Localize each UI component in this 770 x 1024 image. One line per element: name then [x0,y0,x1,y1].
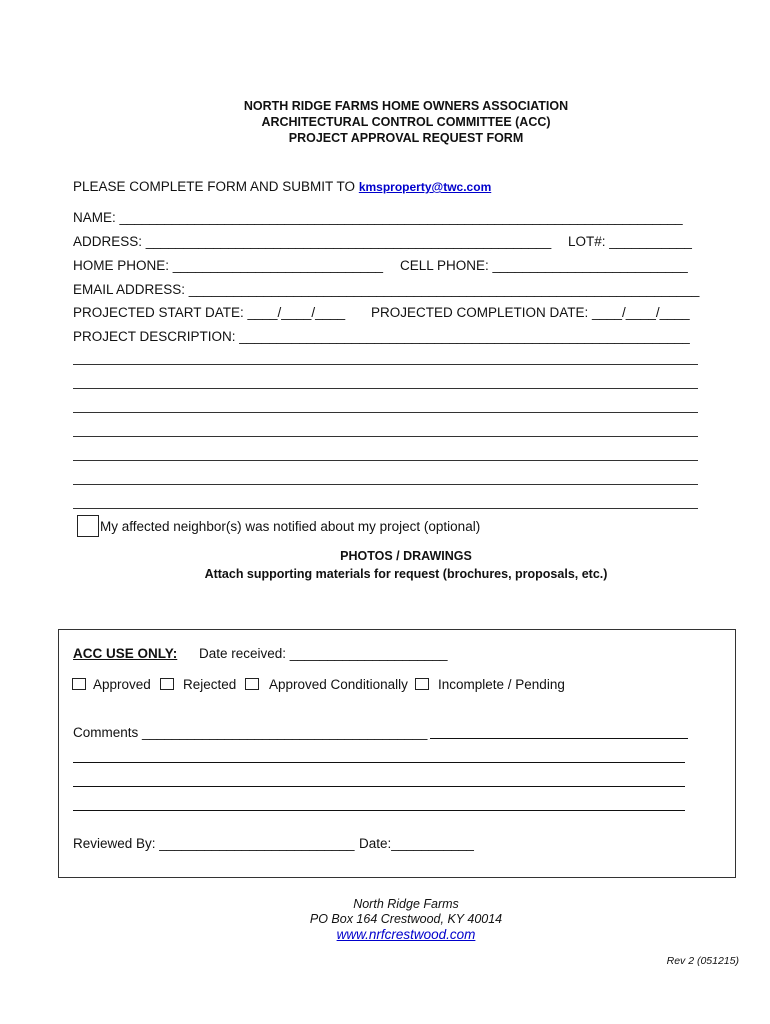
cell-phone-field[interactable]: CELL PHONE: __________________________ [400,258,688,273]
comments-line[interactable] [73,762,685,763]
description-line[interactable] [73,484,698,485]
rejected-label: Rejected [183,677,237,692]
neighbor-notified-checkbox[interactable] [77,515,99,537]
description-line[interactable] [73,508,698,509]
project-description-field[interactable]: PROJECT DESCRIPTION: ____________________________________________________________ [73,329,690,344]
header-subtitle: ARCHITECTURAL CONTROL COMMITTEE (ACC) [261,115,551,129]
email-link[interactable]: kmsproperty@twc.com [358,180,492,194]
approved-label: Approved [93,677,151,692]
name-field[interactable]: NAME: ___________________________________________________________________________ [73,210,683,225]
photos-title: PHOTOS / DRAWINGS [340,549,472,563]
address-field[interactable]: ADDRESS: ______________________________________________________ [73,234,552,249]
header-title: NORTH RIDGE FARMS HOME OWNERS ASSOCIATION [243,99,569,113]
description-line[interactable] [73,436,698,437]
lot-field[interactable]: LOT#: ___________ [568,234,692,249]
description-line[interactable] [73,460,698,461]
home-phone-field[interactable]: HOME PHONE: ____________________________ [73,258,383,273]
email-address-field[interactable]: EMAIL ADDRESS: ____________________________________________________________________ [73,282,700,297]
description-line[interactable] [73,412,698,413]
approved-conditionally-label: Approved Conditionally [269,677,408,692]
reviewed-by-field[interactable]: Reviewed By: __________________________ [73,836,355,851]
website-link[interactable]: www.nrfcrestwood.com [336,927,476,942]
comments-line[interactable] [73,810,685,811]
start-date-field[interactable]: PROJECTED START DATE: ____/____/____ [73,305,346,320]
description-line[interactable] [73,364,698,365]
footer-org: North Ridge Farms [353,897,459,911]
incomplete-pending-label: Incomplete / Pending [438,677,565,692]
instructions-text: PLEASE COMPLETE FORM AND SUBMIT TO [73,179,359,194]
approved-conditionally-checkbox[interactable] [245,678,259,690]
rejected-checkbox[interactable] [160,678,174,690]
comments-line[interactable] [430,738,688,739]
description-line[interactable] [73,388,698,389]
photos-subtitle: Attach supporting materials for request (brochures, proposals, etc.) [204,567,608,581]
instructions [73,179,491,194]
comments-label[interactable]: Comments ______________________________________ [73,725,428,740]
approved-checkbox[interactable] [72,678,86,690]
footer-address: PO Box 164 Crestwood, KY 40014 [309,912,503,926]
review-date-field[interactable]: Date:___________ [359,836,474,851]
neighbor-notified-label: My affected neighbor(s) was notified about my project (optional) [100,519,481,534]
acc-label: ACC USE ONLY: [73,646,178,661]
comments-line[interactable] [73,786,685,787]
incomplete-pending-checkbox[interactable] [415,678,429,690]
date-received-field[interactable]: Date received: _____________________ [199,646,448,661]
form-title: PROJECT APPROVAL REQUEST FORM [288,131,524,145]
revision-label: Rev 2 (051215) [666,955,739,967]
completion-date-field[interactable]: PROJECTED COMPLETION DATE: ____/____/____ [371,305,690,320]
